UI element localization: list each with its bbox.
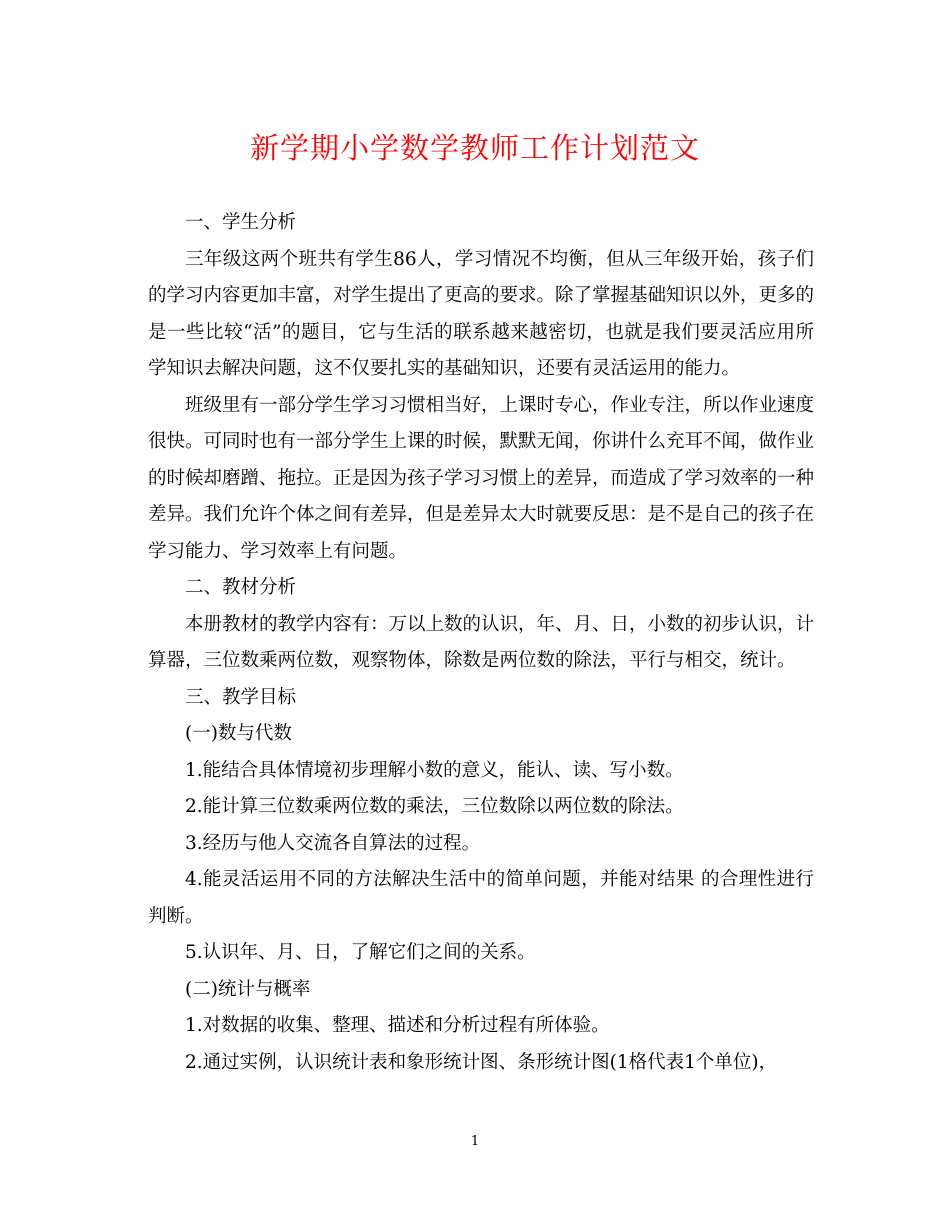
subheading-statistics-probability: (二)统计与概率 (185, 978, 311, 1000)
section-heading-student-analysis: 一、学生分析 (185, 212, 297, 233)
goal-item-3: 3.经历与他人交流各自算法的过程。 (185, 832, 481, 854)
paragraph-student-overview: 三年级这两个班共有学生86人，学习情况不均衡，但从三年级开始，孩子们的学习内容更加丰富，对学生提出了更高的要求。除了掌握基础知识以外，更多的是一些比较“活”的题目，它与生活的联系越来越密切，也就是我们要灵活应用所学知识去解决问题，这不仅要扎实的基础知识，还要有灵活运用的能力。 (148, 248, 815, 379)
paragraph-study-habits: 班级里有一部分学生学习习惯相当好，上课时专心，作业专注，所以作业速度很快。可同时也有一部分学生上课的时候，默默无闻，你讲什么充耳不闻，做作业的时候却磨蹭、拖拉。正是因为孩子学习习惯上的差异，而造成了学习效率的一种差异。我们允许个体之间有差异，但是差异太大时就要反思：是不是自己的孩子在学习能力、学习效率上有问题。 (148, 394, 815, 562)
goal-item-1: 1.能结合具体情境初步理解小数的意义，能认、读、写小数。 (185, 759, 684, 781)
page-number: 1 (470, 1134, 480, 1149)
statistics-item-2: 2.通过实例，认识统计表和象形统计图、条形统计图(1格代表1个单位)， (185, 1051, 778, 1073)
section-heading-teaching-goals: 三、教学目标 (185, 686, 297, 708)
document-title: 新学期小学数学教师工作计划范文 (249, 131, 700, 165)
paragraph-textbook-content: 本册教材的教学内容有：万以上数的认识，年、月、日，小数的初步认识，计算器，三位数乘两位数，观察物体，除数是两位数的除法，平行与相交，统计。 (148, 613, 815, 671)
subheading-numbers-algebra: (一)数与代数 (185, 723, 292, 744)
statistics-item-1: 1.对数据的收集、整理、描述和分析过程有所体验。 (185, 1015, 610, 1036)
document-body (148, 205, 814, 1081)
section-heading-textbook-analysis: 二、教材分析 (185, 577, 297, 598)
goal-item-4: 4.能灵活运用不同的方法解决生活中的简单问题，并能对结果 的合理性进行判断。 (148, 869, 814, 927)
goal-item-5: 5.认识年、月、日，了解它们之间的关系。 (185, 942, 536, 963)
goal-item-2: 2.能计算三位数乘两位数的乘法，三位数除以两位数的除法。 (185, 796, 684, 817)
